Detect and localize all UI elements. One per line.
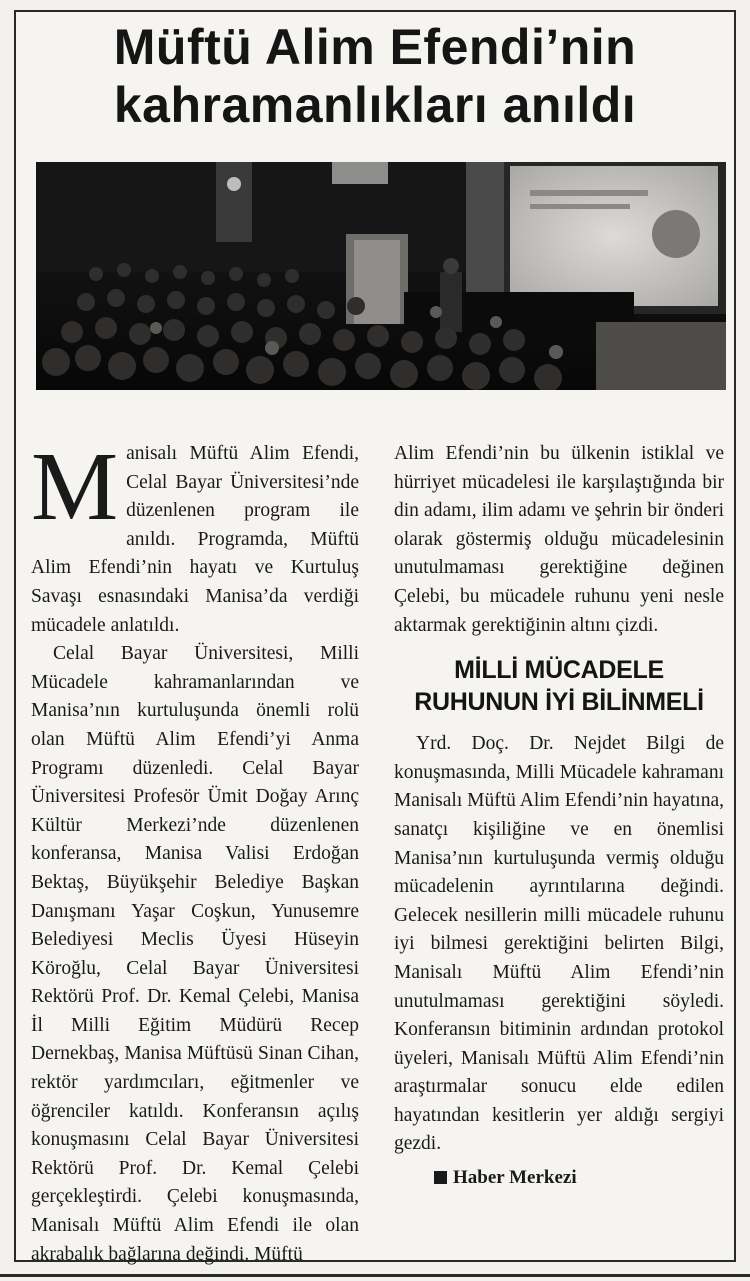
paragraph-2: Celal Bayar Üniversitesi, Milli Mücadele kahramanlarından ve Manisa’nın kurtuluşunda önemli rolü olan Müftü Alim Efendi’yi Anma Programı düzenledi. Celal Bayar Üniversitesi Profesör Ümit Doğay Arınç Kültür Merkezi’nde düzenlenen konferansa, Manisa Valisi Erdoğan Bektaş, Büyükşehir Belediye Başkan Danışmanı Yaşar Coşkun, Yunusemre Belediyesi Meclis Üyesi Hüseyin Köroğlu, Celal Bayar Üniversitesi Rektörü Prof. Dr. Kemal Çelebi, Manisa İl Milli Eğitim Müdürü Recep Dernekbaş, Manisa Müftüsü Sinan Cihan, rektör yardımcıları, eğitmenler ve öğrenciler katıldı. Konferansın açılış konuşmasını Celal Bayar Üniversitesi Rektörü Prof. Dr. Kemal Çelebi gerçekleştirdi. Çelebi konuşmasında, Manisalı Müftü Alim Efendi ile olan akrabalık bağlarına değindi. Müftü	[31, 643, 359, 1265]
article-frame	[14, 10, 736, 1265]
byline-square-icon	[434, 1171, 447, 1184]
subheading-line-1: MİLLİ MÜCADELE	[454, 656, 664, 685]
paragraph-4: Yrd. Doç. Dr. Nejdet Bilgi de konuşmasında, Milli Mücadele kahramanı Manisalı Müftü Alim Efendi’nin hayatına, sanatçı kişiliğine ve en önemlisi Manisa’nın kurtuluşunda vermiş olduğu mücadelenin ayrıntılarına değindi. Gelecek nesillerin milli mücadele ruhunu iyi bilmesi gerektiğini belirten Bilgi, Manisalı Müftü Alim Efendi’nin unutulmaması gerektiğini söyledi. Konferansın bitiminin ardından protokol üyeleri, Manisalı Müftü Alim Efendi’nin araştırmalar sonucu elde edilen hayatından kesitlerin yer aldığı sergiyi gezdi.	[394, 733, 724, 1155]
photo-illustration	[36, 162, 726, 390]
column-left	[31, 433, 359, 1269]
headline	[16, 18, 734, 134]
article-photo	[36, 162, 726, 390]
bottom-rule	[0, 1274, 750, 1277]
drop-cap: M	[31, 433, 119, 541]
subheading-line-2: RUHUNUN İYİ BİLİNMELİ	[414, 688, 704, 717]
byline	[394, 1165, 724, 1191]
headline-line-1: Müftü Alim Efendi’nin	[113, 19, 637, 75]
paragraph-3: Alim Efendi’nin bu ülkenin istiklal ve hürriyet mücadelesi ile karşılaştığında bir din adamı, ilim adamı ve şehrin bir önderi olarak göstermiş olduğu mücadelesinin unutulmaması gerektiğine değinen Çelebi, bu mücadele ruhunu yeni nesle aktarmak gerektiğinin altını çizdi.	[394, 443, 724, 636]
subheading	[394, 654, 724, 718]
paragraph-intro	[31, 433, 359, 640]
paragraph-intro-text: anisalı Müftü Alim Efendi, Celal Bayar Üniversitesi’nde düzenlenen program ile anıldı. Programda, Müftü Alim Efendi’nin hayatı ve Kurtuluş Savaşı esnasındaki Manisa’da verdiği mücadele anlatıldı.	[31, 443, 359, 636]
byline-text: Haber Merkezi	[453, 1167, 577, 1189]
headline-line-2: kahramanlıkları anıldı	[113, 77, 637, 133]
column-right	[394, 440, 724, 1191]
